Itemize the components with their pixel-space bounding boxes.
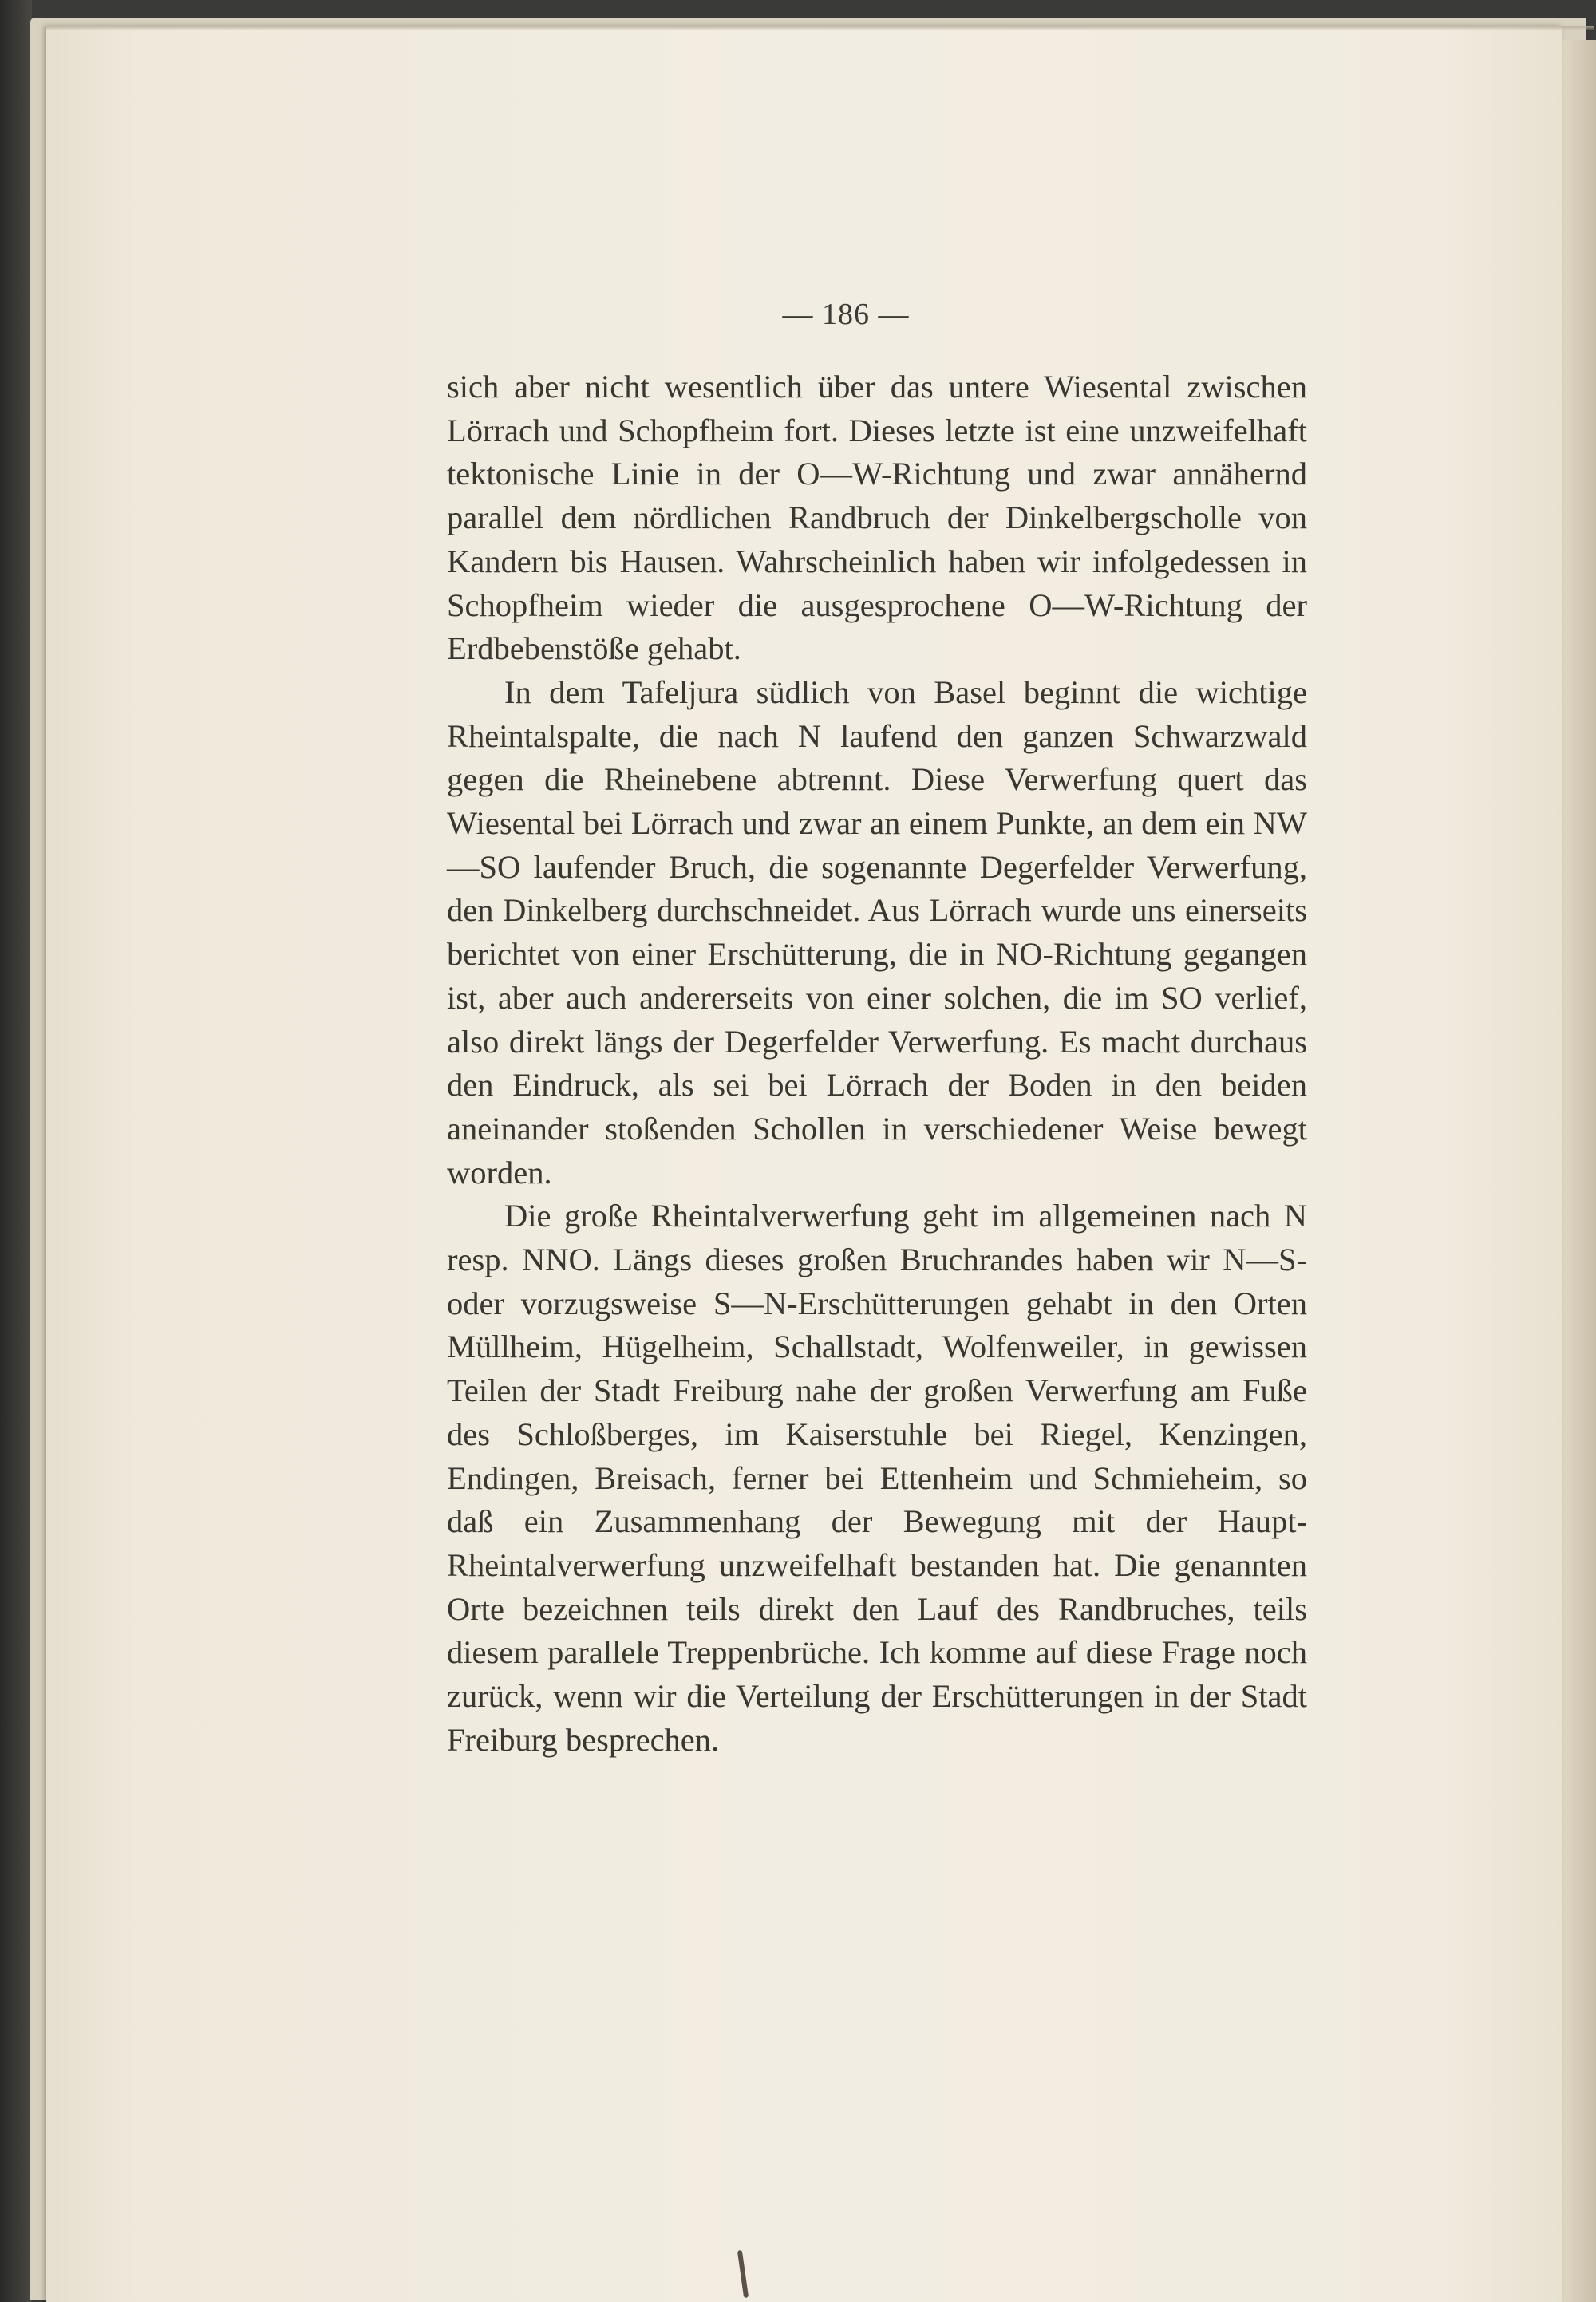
page-top-shadow — [46, 26, 1594, 30]
scan-background-left — [0, 0, 32, 2302]
body-text — [447, 365, 1307, 1763]
paragraph-3: Die große Rheintalverwerfung geht im allgemeinen nach N resp. NNO. Längs dieses großen Bruchrandes haben wir N—S- oder vorzugsweise S—N-Erschütterungen gehabt in den Orten Müllheim, Hügelheim, Schallstadt, Wolfenweiler, in gewissen Teilen der Stadt Freiburg nahe der großen Verwerfung am Fuße des Schloßberges, im Kaiserstuhle bei Riegel, Kenzingen, Endingen, Breisach, ferner bei Ettenheim und Schmieheim, so daß ein Zusammenhang der Bewegung mit der Haupt-Rheintalverwerfung unzweifelhaft bestanden hat. Die genannten Orte bezeichnen teils direkt den Lauf des Randbruches, teils diesem parallele Treppenbrüche. Ich komme auf diese Frage noch zurück, wenn wir die Verteilung der Erschütterungen in der Stadt Freiburg besprechen. — [447, 1198, 1307, 1758]
paragraph-2: In dem Tafeljura südlich von Basel beginnt die wichtige Rheintalspalte, die nach N laufend den ganzen Schwarzwald gegen die Rheinebene abtrennt. Diese Verwerfung quert das Wiesental bei Lörrach und zwar an einem Punkte, an dem ein NW—SO laufender Bruch, die sogenannte Degerfelder Verwerfung, den Dinkelberg durchschneidet. Aus Lörrach wurde uns einerseits berichtet von einer Erschütterung, die in NO-Richtung gegangen ist, aber auch andererseits von einer solchen, die im SO verlief, also direkt längs der Degerfelder Verwerfung. Es macht durchaus den Eindruck, als sei bei Lörrach der Boden in den beiden aneinander stoßenden Schollen in verschiedener Weise bewegt worden. — [447, 673, 1307, 1190]
page-number: — 186 — — [782, 298, 910, 331]
paragraph-1: sich aber nicht wesentlich über das untere Wiesental zwischen Lörrach und Schopfheim fort. Dieses letzte ist eine unzweifelhaft tektonische Linie in der O—W-Richtung und zwar annähernd parallel dem nördlichen Randbruch der Dinkelbergscholle von Kandern bis Hausen. Wahrscheinlich haben wir infolgedessen in Schopfheim wieder die ausgesprochene O—W-Richtung der Erdbebenstöße gehabt. — [447, 369, 1307, 667]
page-stack-edge — [1558, 40, 1596, 2302]
